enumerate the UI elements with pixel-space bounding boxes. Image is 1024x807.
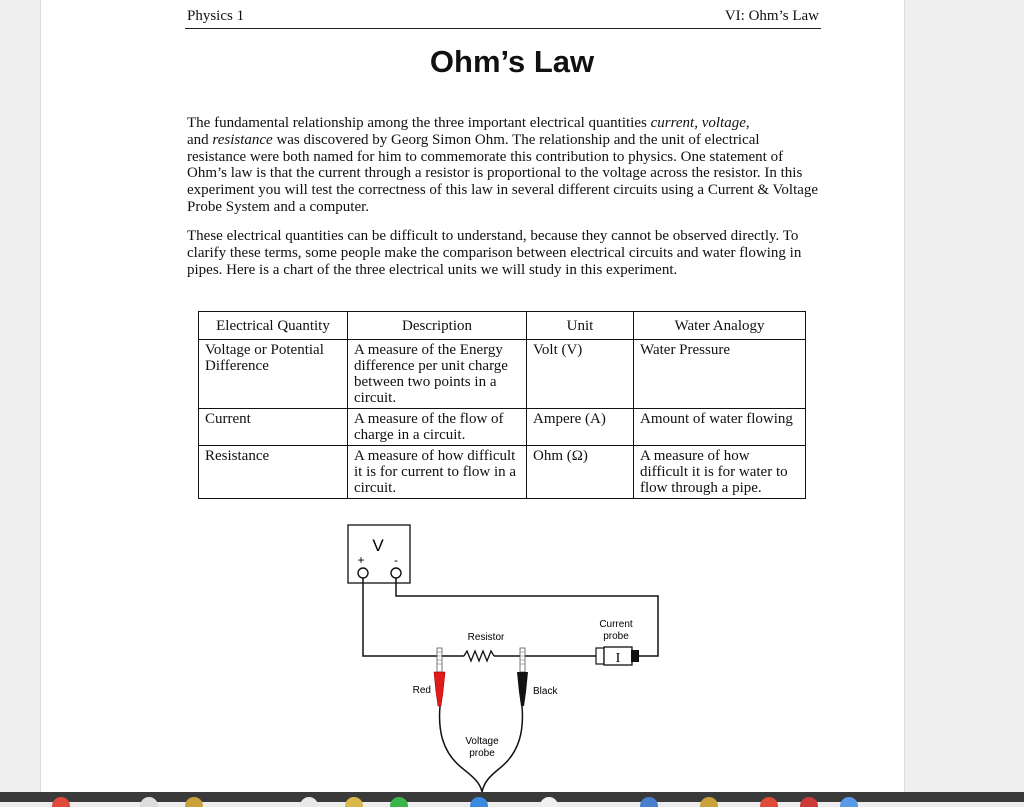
header-rule bbox=[185, 28, 821, 29]
red-lead-label: Red bbox=[412, 685, 431, 696]
resistor-symbol bbox=[464, 651, 494, 661]
resistor-label: Resistor bbox=[467, 632, 505, 643]
voltmeter-symbol: V bbox=[372, 536, 384, 555]
cell-analogy: Amount of water flowing bbox=[634, 409, 806, 446]
cell-analogy: Water Pressure bbox=[634, 340, 806, 409]
black-lead-label: Black bbox=[533, 686, 558, 697]
circuit-diagram bbox=[330, 520, 670, 792]
cell-unit: Ohm (Ω) bbox=[527, 446, 634, 499]
cell-quantity: Voltage or Potential Difference bbox=[199, 340, 348, 409]
cell-unit: Ampere (A) bbox=[527, 409, 634, 446]
intro-and: and bbox=[187, 131, 213, 148]
minus-terminal-label: - bbox=[394, 553, 398, 567]
cell-quantity: Current bbox=[199, 409, 348, 446]
intro-comma: , bbox=[694, 115, 702, 131]
cell-quantity: Resistance bbox=[199, 446, 348, 499]
term-current: current bbox=[650, 115, 695, 131]
cell-description: A measure of how difficult it is for current to flow in a circuit. bbox=[348, 446, 527, 499]
table-row bbox=[199, 409, 806, 446]
term-voltage: voltage bbox=[701, 115, 746, 131]
header-chapter: VI: Ohm’s Law bbox=[724, 8, 819, 24]
intro-text-a: The fundamental relationship among the three important electrical quantities bbox=[187, 115, 651, 131]
cell-unit: Volt (V) bbox=[527, 340, 634, 409]
cell-analogy: A measure of how difficult it is for water to flow through a pipe. bbox=[634, 446, 806, 499]
current-symbol: I bbox=[615, 651, 621, 666]
cell-description: A measure of the Energy difference per unit charge between two points in a circuit. bbox=[348, 340, 527, 409]
left-margin bbox=[0, 0, 40, 792]
page-title: Ohm’s Law bbox=[429, 44, 595, 79]
table-row bbox=[199, 446, 806, 499]
voltage-probe-label-2: probe bbox=[469, 748, 495, 759]
electrical-units-table bbox=[198, 311, 806, 499]
header-description: Description bbox=[348, 312, 527, 340]
right-margin bbox=[904, 0, 1024, 792]
current-probe bbox=[596, 619, 639, 666]
intro-text-b: was discovered by Georg Simon Ohm. The relationship and the unit of electrical resistance were both named for him to commemorate this contribution to physics. One statement of Ohm’s law is that the current through a resistor is proportional to the voltage across the resistor. In this experiment you will test the correctness of this law in several different circuits using a Current & Voltage Probe System and a computer. bbox=[187, 131, 819, 215]
plus-terminal-label: + bbox=[357, 553, 365, 567]
header-course: Physics 1 bbox=[187, 8, 245, 24]
analogy-paragraph: These electrical quantities can be difficult to understand, because they cannot be observed directly. To clarify these terms, some people make the comparison between electrical circuits and water flowing in pipes. Here is a chart of the three electrical units we will study in this experiment. bbox=[187, 228, 802, 278]
intro-paragraph bbox=[187, 115, 821, 216]
cell-description: A measure of the flow of charge in a circuit. bbox=[348, 409, 527, 446]
voltmeter bbox=[348, 525, 410, 583]
term-resistance: resistance bbox=[212, 131, 273, 148]
header-water-analogy: Water Analogy bbox=[634, 312, 806, 340]
table-header-row bbox=[199, 312, 806, 340]
plus-terminal bbox=[358, 568, 368, 578]
header-quantity: Electrical Quantity bbox=[199, 312, 348, 340]
minus-terminal bbox=[391, 568, 401, 578]
table-row bbox=[199, 340, 806, 409]
intro-comma-2: , bbox=[745, 115, 750, 131]
circuit-wires bbox=[363, 578, 658, 656]
voltage-probe-label-1: Voltage bbox=[465, 736, 499, 747]
current-probe-label-2: probe bbox=[603, 631, 629, 642]
current-probe-label-1: Current bbox=[599, 619, 633, 630]
header-unit: Unit bbox=[527, 312, 634, 340]
